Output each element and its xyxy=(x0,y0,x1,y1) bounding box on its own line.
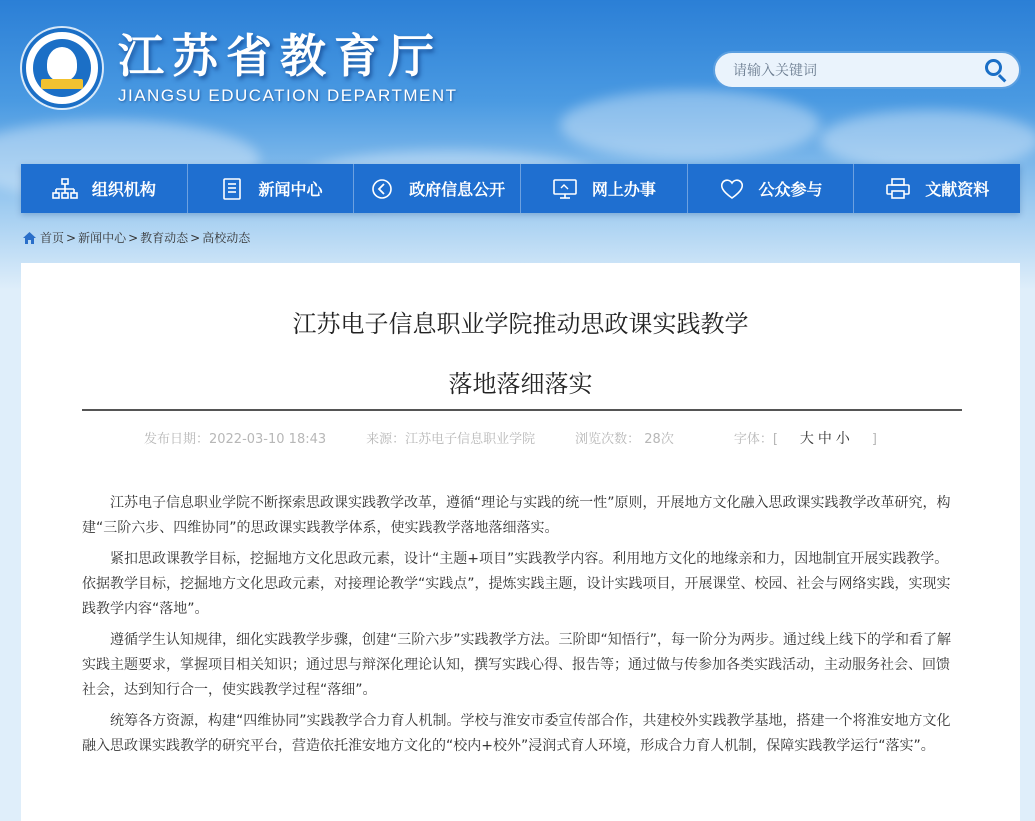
font-size-bracket: ] xyxy=(871,432,877,447)
monitor-icon xyxy=(552,178,578,200)
article-paragraph: 统筹各方资源，构建“四维协同”实践教学合力育人机制。学校与淮安市委宣传部合作，共建校外实践教学基地，搭建一个将淮安地方文化融入思政课实践教学的研究平台，营造依托淮安地方文化的“校内+校外”浸润式育人环境，形成合力育人机制，保障实践教学运行“落实”。 xyxy=(82,713,951,754)
home-icon xyxy=(23,232,36,244)
main-nav xyxy=(21,164,1020,213)
font-small-button[interactable]: 小 xyxy=(835,431,850,447)
nav-label: 公众参与 xyxy=(758,180,823,199)
nav-item-documents[interactable] xyxy=(854,164,1020,213)
printer-icon xyxy=(885,178,911,200)
article-paragraph: 江苏电子信息职业学院不断探索思政课实践教学改革，遵循“理论与实践的统一性”原则，开展地方文化融入思政课实践教学改革研究，构建“三阶六步、四维协同”的思政课实践教学体系，使实践教学落地落细落实。 xyxy=(82,495,951,536)
publish-date: 发布日期：2022-03-10 18:43 xyxy=(143,432,327,447)
emblem-icon xyxy=(22,28,102,108)
font-large-button[interactable]: 大 xyxy=(799,431,814,447)
nav-item-online-service[interactable] xyxy=(521,164,688,213)
breadcrumb: 首页 > 新闻中心 > 教育动态 > 高校动态 xyxy=(23,229,250,246)
font-medium-button[interactable]: 中 xyxy=(817,431,832,447)
site-logo[interactable] xyxy=(22,28,458,108)
document-icon xyxy=(219,178,245,200)
view-count: 浏览次数： 28次 xyxy=(575,432,674,447)
title-divider xyxy=(82,409,962,411)
nav-label: 政府信息公开 xyxy=(409,180,506,199)
circle-arrow-icon xyxy=(369,178,395,200)
nav-item-organization[interactable] xyxy=(21,164,188,213)
search-input[interactable] xyxy=(733,62,983,78)
article-title-line2: 落地落细落实 xyxy=(448,370,593,398)
nav-label: 新闻中心 xyxy=(258,180,323,199)
nav-item-public-participation[interactable] xyxy=(688,164,855,213)
article-title-line1: 江苏电子信息职业学院推动思政课实践教学 xyxy=(292,310,749,338)
breadcrumb-edu-news[interactable]: 教育动态 xyxy=(140,231,189,245)
article-paragraph: 遵循学生认知规律，细化实践教学步骤，创建“三阶六步”实践教学方法。三阶即“知悟行”，每一阶分为两步。通过线上线下的学和看了解实践主题要求，掌握项目相关知识；通过思与辩深化理论认知，撰写实践心得、报告等；通过做与传参加各类实践活动，主动服务社会、回馈社会，达到知行合一，使实践教学过程“落细”。 xyxy=(82,632,952,698)
article-card xyxy=(21,263,1020,821)
nav-item-gov-info[interactable] xyxy=(354,164,521,213)
search-icon[interactable] xyxy=(983,57,1009,83)
nav-label: 文献资料 xyxy=(925,180,990,199)
brand-title-cn: 江苏省教育厅 xyxy=(118,29,442,83)
breadcrumb-news[interactable]: 新闻中心 xyxy=(78,231,127,245)
breadcrumb-college-news[interactable]: 高校动态 xyxy=(202,231,251,245)
nav-label: 组织机构 xyxy=(91,180,156,199)
nav-item-news[interactable] xyxy=(188,164,355,213)
breadcrumb-home[interactable]: 首页 xyxy=(40,231,65,245)
article-body xyxy=(82,491,962,765)
brand-title-en: JIANGSU EDUCATION DEPARTMENT xyxy=(118,86,458,105)
heart-icon xyxy=(719,178,745,200)
article-meta xyxy=(21,428,1020,448)
brand-block xyxy=(118,30,458,106)
nav-label: 网上办事 xyxy=(591,180,656,199)
banner-cloud xyxy=(560,90,820,160)
search-box xyxy=(713,51,1021,89)
font-size-control xyxy=(714,428,897,448)
article-source: 来源：江苏电子信息职业学院 xyxy=(366,432,536,447)
banner-cloud xyxy=(820,110,1035,170)
font-size-label: 字体：[ xyxy=(733,432,778,447)
org-chart-icon xyxy=(52,178,78,200)
article-paragraph: 紧扣思政课教学目标，挖掘地方文化思政元素，设计“主题+项目”实践教学内容。利用地方文化的地缘亲和力，因地制宜开展实践教学。依据教学目标，挖掘地方文化思政元素，对接理论教学“实践点”，提炼实践主题，设计实践项目，开展课堂、校园、社会与网络实践，实现实践教学内容“落地”。 xyxy=(82,551,951,617)
